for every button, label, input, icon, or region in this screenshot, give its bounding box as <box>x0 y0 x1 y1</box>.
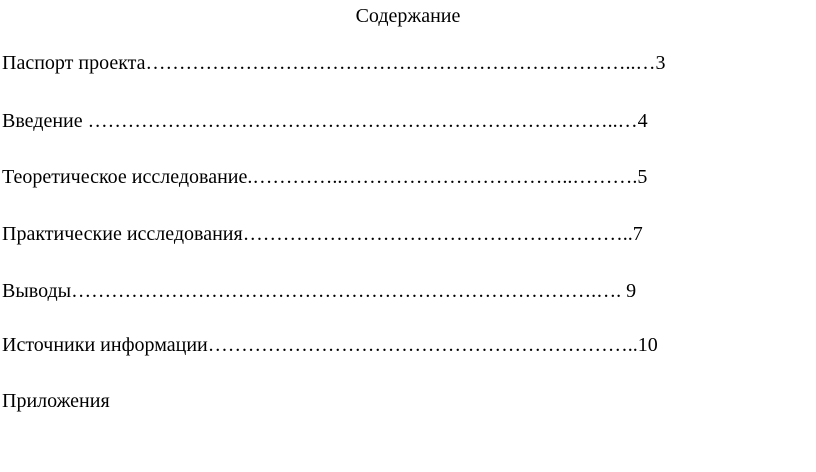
toc-title: Содержание <box>355 5 461 27</box>
toc-entry-passport: Паспорт проекта………………………………………………………………..…3 <box>2 52 666 74</box>
toc-entry-sources: Источники информации………………………………………………………..10 <box>2 334 658 356</box>
toc-entry-theoretical-research: Теоретическое исследование.…………..……………………………..……….5 <box>2 166 648 188</box>
toc-entry-appendices: Приложения <box>2 390 110 412</box>
toc-entry-practical-research: Практические исследования…………………………………………………..7 <box>2 223 643 245</box>
toc-entry-introduction: Введение ……………………………………………………………………..…4 <box>2 110 648 132</box>
toc-entry-conclusions: Выводы…………………………………………………………………….…. 9 <box>2 280 637 302</box>
